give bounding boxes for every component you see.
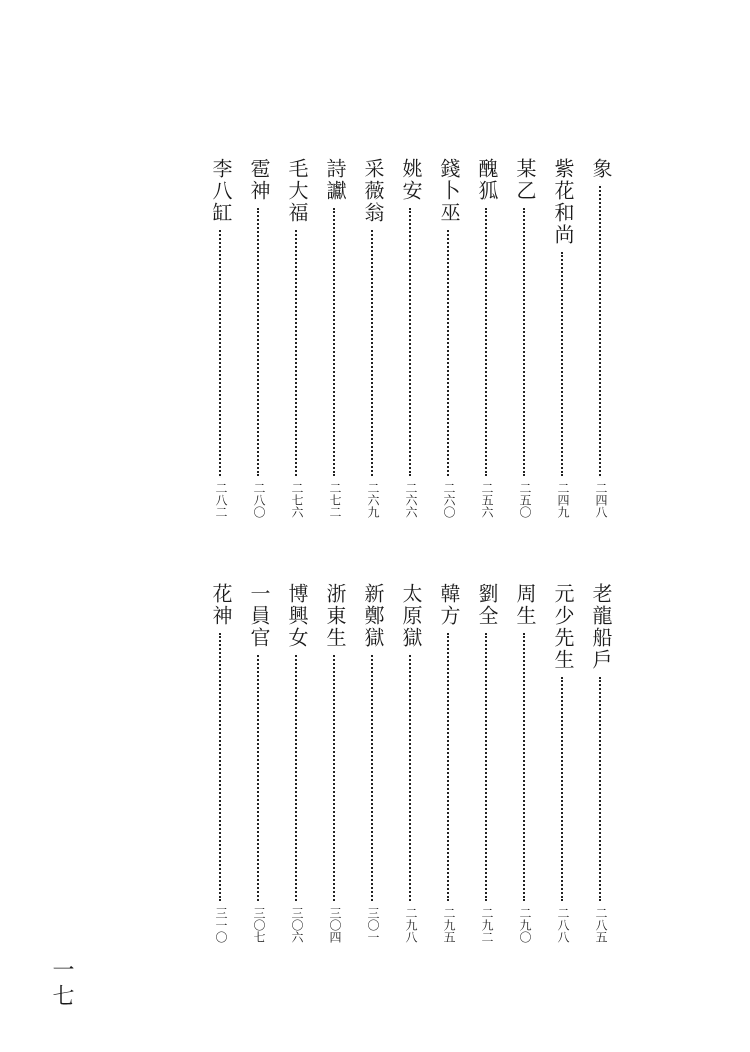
entry-title: 浙東生 bbox=[323, 583, 347, 649]
toc-entry[interactable] bbox=[506, 583, 544, 943]
toc-entry[interactable] bbox=[202, 158, 240, 518]
dot-leader bbox=[371, 230, 375, 476]
page-number: 二九八 bbox=[404, 907, 418, 943]
page-number: 三〇七 bbox=[252, 907, 266, 943]
dot-leader bbox=[599, 186, 603, 476]
toc-entry[interactable] bbox=[316, 158, 354, 518]
dot-leader bbox=[333, 208, 337, 476]
dot-leader bbox=[447, 230, 451, 476]
page-number: 二六六 bbox=[404, 482, 418, 518]
toc-entry[interactable] bbox=[278, 158, 316, 518]
entry-title: 詩讞 bbox=[323, 158, 347, 202]
page-number: 二八〇 bbox=[252, 482, 266, 518]
entry-title: 姚安 bbox=[399, 158, 423, 202]
entry-title: 采薇翁 bbox=[361, 158, 385, 224]
dot-leader bbox=[409, 655, 413, 901]
dot-leader bbox=[561, 677, 565, 901]
entry-title: 某乙 bbox=[513, 158, 537, 202]
toc-column-group-top bbox=[202, 158, 620, 518]
page-number: 三〇四 bbox=[328, 907, 342, 943]
page-number: 二四八 bbox=[594, 482, 608, 518]
toc-entry[interactable] bbox=[430, 158, 468, 518]
dot-leader bbox=[219, 230, 223, 476]
toc-entry[interactable] bbox=[506, 158, 544, 518]
folio-page-number: 一七 bbox=[49, 958, 74, 1010]
entry-title: 太原獄 bbox=[399, 583, 423, 649]
dot-leader bbox=[561, 252, 565, 476]
toc-entry[interactable] bbox=[278, 583, 316, 943]
entry-title: 醜狐 bbox=[475, 158, 499, 202]
toc-entry[interactable] bbox=[468, 158, 506, 518]
dot-leader bbox=[447, 633, 451, 901]
page-number: 二九〇 bbox=[518, 907, 532, 943]
dot-leader bbox=[333, 655, 337, 901]
dot-leader bbox=[599, 677, 603, 901]
toc-entry[interactable] bbox=[392, 158, 430, 518]
page-number: 二八八 bbox=[556, 907, 570, 943]
page-number: 二八二 bbox=[214, 482, 228, 518]
dot-leader bbox=[219, 633, 223, 901]
page-number: 三一〇 bbox=[214, 907, 228, 943]
page-number: 二四九 bbox=[556, 482, 570, 518]
entry-title: 元少先生 bbox=[551, 583, 575, 671]
toc-entry[interactable] bbox=[202, 583, 240, 943]
toc-entry[interactable] bbox=[240, 583, 278, 943]
dot-leader bbox=[257, 208, 261, 476]
entry-title: 錢卜巫 bbox=[437, 158, 461, 224]
page-number: 二五〇 bbox=[518, 482, 532, 518]
dot-leader bbox=[295, 655, 299, 901]
page-number: 二六九 bbox=[366, 482, 380, 518]
toc-entry[interactable] bbox=[468, 583, 506, 943]
toc-entry[interactable] bbox=[430, 583, 468, 943]
toc-entry[interactable] bbox=[354, 583, 392, 943]
entry-title: 博興女 bbox=[285, 583, 309, 649]
page-number: 二七二 bbox=[328, 482, 342, 518]
dot-leader bbox=[523, 633, 527, 901]
page-number: 二六〇 bbox=[442, 482, 456, 518]
dot-leader bbox=[485, 208, 489, 476]
entry-title: 毛大福 bbox=[285, 158, 309, 224]
dot-leader bbox=[257, 655, 261, 901]
toc-entry[interactable] bbox=[544, 158, 582, 518]
toc-column-group-bottom bbox=[202, 583, 620, 943]
toc-entry[interactable] bbox=[316, 583, 354, 943]
page-number: 二五六 bbox=[480, 482, 494, 518]
entry-title: 雹神 bbox=[247, 158, 271, 202]
toc-entry[interactable] bbox=[544, 583, 582, 943]
toc-entry[interactable] bbox=[582, 158, 620, 518]
entry-title: 新鄭獄 bbox=[361, 583, 385, 649]
entry-title: 韓方 bbox=[437, 583, 461, 627]
dot-leader bbox=[485, 633, 489, 901]
entry-title: 一員官 bbox=[247, 583, 271, 649]
entry-title: 紫花和尚 bbox=[551, 158, 575, 246]
dot-leader bbox=[409, 208, 413, 476]
entry-title: 花神 bbox=[209, 583, 233, 627]
toc-entry[interactable] bbox=[582, 583, 620, 943]
page-number: 二九五 bbox=[442, 907, 456, 943]
toc-entry[interactable] bbox=[392, 583, 430, 943]
entry-title: 周生 bbox=[513, 583, 537, 627]
page-number: 三〇六 bbox=[290, 907, 304, 943]
entry-title: 李八缸 bbox=[209, 158, 233, 224]
entry-title: 劉全 bbox=[475, 583, 499, 627]
page-number: 三〇一 bbox=[366, 907, 380, 943]
page-number: 二八五 bbox=[594, 907, 608, 943]
entry-title: 象 bbox=[589, 158, 613, 180]
page-number: 二七六 bbox=[290, 482, 304, 518]
toc-entry[interactable] bbox=[354, 158, 392, 518]
dot-leader bbox=[523, 208, 527, 476]
dot-leader bbox=[371, 655, 375, 901]
toc-entry[interactable] bbox=[240, 158, 278, 518]
entry-title: 老龍船戶 bbox=[589, 583, 613, 671]
dot-leader bbox=[295, 230, 299, 476]
page-number: 二九二 bbox=[480, 907, 494, 943]
